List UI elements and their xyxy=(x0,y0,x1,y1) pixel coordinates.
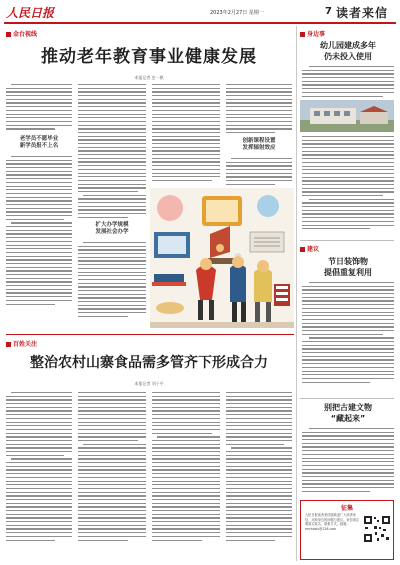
article-column-3 xyxy=(152,84,220,184)
article-column-4a xyxy=(226,84,292,136)
tag-label: 建议 xyxy=(307,246,320,253)
issue-date: 2023年2月27日 星期一 xyxy=(210,10,264,16)
subhead-1: 老学员不愿毕业 新学员报不上名 xyxy=(19,136,59,149)
subhead-3: 创新课程设置 发挥辐射效应 xyxy=(242,138,276,151)
reader-call-text: 人民日报读者来信版欢迎广大读者来信，反映身边的问题与建议。来信请注明真实姓名、联系方式。邮箱：rmrbdzlx@126.com xyxy=(305,513,360,531)
article-column-2b xyxy=(78,242,146,319)
column-tag-jintai xyxy=(6,29,37,37)
tag-marker xyxy=(300,32,305,37)
article-column-1a xyxy=(6,84,72,132)
second-headline: 整治农村山寨食品需多管齐下形成合力 xyxy=(30,355,268,371)
tag-label: 百姓关注 xyxy=(13,341,38,348)
elderly-education-illustration xyxy=(150,188,294,328)
kindergarten-text-2 xyxy=(302,136,394,232)
main-headline: 推动老年教育事业健康发展 xyxy=(41,47,257,67)
section-title: 读者来信 xyxy=(336,6,389,20)
tag-marker xyxy=(6,32,11,37)
article-column-2a xyxy=(78,84,146,220)
decoration-text xyxy=(302,282,394,385)
column-tag-shenbian xyxy=(300,29,325,37)
tag-marker xyxy=(6,342,11,347)
page-number: 7 xyxy=(325,6,332,17)
kindergarten-headline: 幼儿园建成多年 仍未投入使用 xyxy=(320,41,376,61)
decoration-headline: 节日装饰物 提倡重复利用 xyxy=(324,257,372,277)
tag-label: 金台视线 xyxy=(13,31,38,38)
second-byline: 本报记者 刘子平 xyxy=(134,381,164,386)
newspaper-logo: 人民日报 xyxy=(6,6,55,20)
masthead xyxy=(4,4,396,22)
qr-code-icon[interactable] xyxy=(363,515,391,543)
column-divider xyxy=(296,26,297,561)
heritage-headline: 别把古建文物 “藏起来” xyxy=(324,403,372,423)
column-tag-baixing xyxy=(6,339,37,347)
right-separator-1 xyxy=(300,240,394,241)
tag-label: 身边事 xyxy=(307,31,326,38)
masthead-rule xyxy=(4,22,396,24)
section-separator xyxy=(6,334,294,335)
second-article-column-4 xyxy=(226,392,292,543)
heritage-text xyxy=(302,428,394,494)
column-tag-jianyi xyxy=(300,244,319,252)
article-column-4b xyxy=(226,158,292,188)
article-column-1b xyxy=(6,156,72,307)
kindergarten-text xyxy=(302,66,394,99)
kindergarten-photo xyxy=(300,100,394,132)
reader-call-title: 征集 xyxy=(340,505,353,512)
main-byline: 本报记者 史一棋 xyxy=(134,75,164,80)
subhead-2: 扩大办学规模 发展社会办学 xyxy=(95,222,129,235)
right-separator-2 xyxy=(300,398,394,399)
second-article-column-3 xyxy=(152,392,220,543)
second-article-column-1 xyxy=(6,392,72,543)
tag-marker xyxy=(300,247,305,252)
reader-call-box xyxy=(300,500,394,560)
second-article-column-2 xyxy=(78,392,146,543)
